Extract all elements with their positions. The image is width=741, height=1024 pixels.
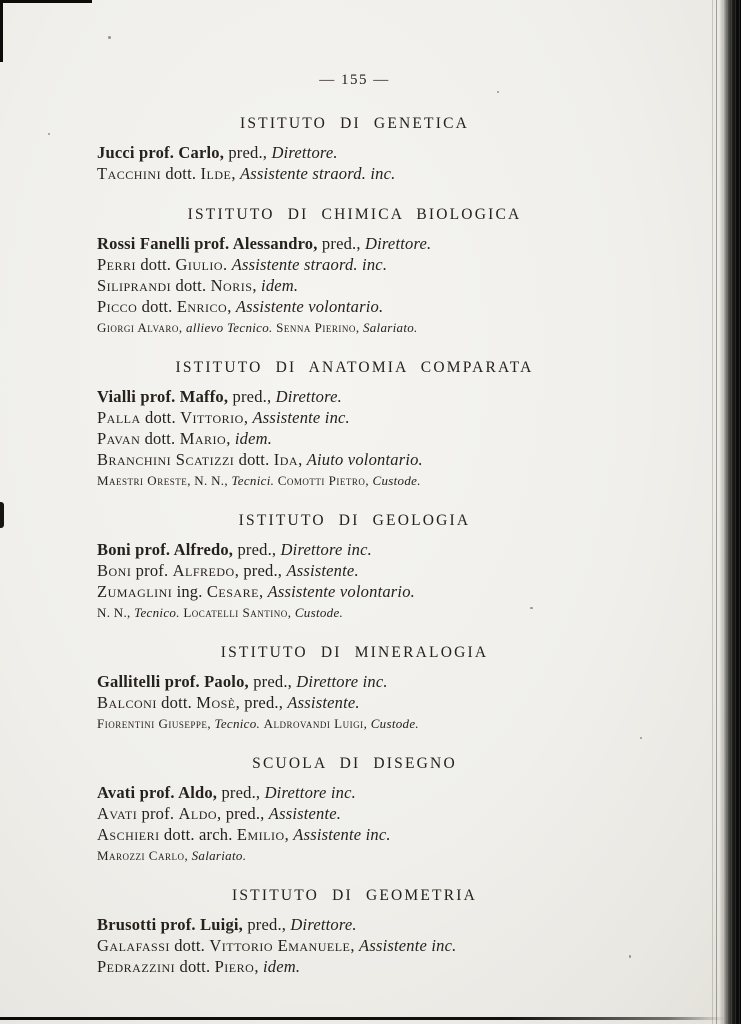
text-segment: Palla bbox=[97, 408, 141, 427]
text-segment: pred., bbox=[317, 234, 366, 253]
text-segment: Assistente. bbox=[286, 561, 359, 580]
staff-entry bbox=[97, 539, 612, 560]
text-segment: Direttore. bbox=[271, 143, 338, 162]
paper-speck bbox=[640, 737, 642, 739]
staff-entry bbox=[97, 692, 612, 713]
paper-speck bbox=[629, 955, 631, 958]
scan-edge-top bbox=[0, 0, 92, 3]
text-segment: dott. bbox=[140, 408, 181, 427]
text-segment: Pavan bbox=[97, 429, 141, 448]
text-segment: . bbox=[223, 255, 232, 274]
text-segment: , bbox=[178, 320, 186, 335]
sections bbox=[97, 115, 612, 977]
paper-speck bbox=[497, 91, 499, 93]
text-segment: pred., bbox=[248, 672, 297, 691]
text-segment: Tecnico. bbox=[134, 605, 180, 620]
staff-entry bbox=[97, 319, 612, 337]
text-segment: Avati bbox=[97, 804, 138, 823]
text-segment: Piero bbox=[214, 957, 255, 976]
text-segment: Assistente. bbox=[268, 804, 342, 823]
text-segment: Senna Pierino bbox=[276, 320, 356, 335]
text-segment: , pred., bbox=[217, 804, 269, 823]
staff-entry bbox=[97, 449, 612, 470]
text-segment: Direttore inc. bbox=[264, 783, 356, 802]
text-segment: , bbox=[231, 164, 241, 183]
text-segment: Assistente straord. inc. bbox=[240, 164, 396, 183]
text-segment: idem. bbox=[261, 276, 299, 295]
text-segment: Assistente. bbox=[287, 693, 360, 712]
text-segment: Noris bbox=[210, 276, 253, 295]
staff-entry bbox=[97, 604, 612, 622]
scan-edge-left bbox=[0, 0, 3, 62]
page-number: — 155 — bbox=[319, 72, 390, 88]
text-segment: , bbox=[287, 605, 295, 620]
text-segment: Perri bbox=[97, 255, 137, 274]
text-segment: Salariato. bbox=[362, 320, 418, 335]
text-segment: Tecnici. bbox=[231, 473, 275, 488]
staff-entry bbox=[97, 956, 612, 977]
text-segment: Custode. bbox=[294, 605, 344, 620]
text-segment: Enrico bbox=[176, 297, 228, 316]
text-segment: ing. bbox=[172, 582, 207, 601]
text-segment: Fiorentini Giuseppe bbox=[97, 716, 208, 731]
section-title: ISTITUTO DI GEOLOGIA bbox=[238, 512, 471, 529]
staff-entry bbox=[97, 386, 612, 407]
institute-section bbox=[97, 206, 612, 337]
staff-entry bbox=[97, 163, 612, 184]
text-segment: pred., bbox=[217, 783, 265, 802]
text-segment: Aschieri bbox=[97, 825, 160, 844]
section-title: ISTITUTO DI GENETICA bbox=[239, 115, 470, 132]
text-segment: Mario bbox=[179, 429, 227, 448]
text-segment: Vialli prof. Maffo, bbox=[97, 387, 229, 406]
staff-entry bbox=[97, 715, 612, 733]
text-segment: Vittorio Emanuele bbox=[209, 936, 351, 955]
text-segment: Galafassi bbox=[97, 936, 170, 955]
text-segment: Balconi bbox=[97, 693, 157, 712]
text-segment: Maestri Oreste bbox=[97, 473, 188, 488]
text-segment: Direttore inc. bbox=[280, 540, 372, 559]
paper-speck bbox=[530, 607, 533, 609]
staff-entry bbox=[97, 428, 612, 449]
staff-entry bbox=[97, 914, 612, 935]
staff-entry bbox=[97, 581, 612, 602]
text-segment: pred., bbox=[224, 143, 272, 162]
text-segment: Vittorio bbox=[180, 408, 244, 427]
staff-entry bbox=[97, 803, 612, 824]
section-title: SCUOLA DI DISEGNO bbox=[252, 755, 457, 772]
institute-section bbox=[97, 644, 612, 733]
text-segment: , bbox=[284, 825, 294, 844]
text-segment: , bbox=[363, 716, 371, 731]
gutter-shadow-line bbox=[712, 0, 713, 1024]
text-segment: Zumaglini bbox=[97, 582, 173, 601]
text-segment: Branchini Scatizzi bbox=[97, 450, 235, 469]
text-segment: Ida bbox=[273, 450, 299, 469]
text-segment: Comotti Pietro bbox=[277, 473, 366, 488]
text-segment: Tecnico. bbox=[214, 716, 261, 731]
text-segment: Locatelli Santino bbox=[183, 605, 288, 620]
text-segment: pred., bbox=[233, 540, 281, 559]
section-title: ISTITUTO DI GEOMETRIA bbox=[231, 887, 478, 904]
text-segment: prof. bbox=[137, 804, 179, 823]
text-segment: Direttore. bbox=[365, 234, 432, 253]
text-segment: Aldo bbox=[178, 804, 218, 823]
text-segment: Alfredo bbox=[172, 561, 235, 580]
book-binding-edge bbox=[719, 0, 741, 1024]
text-segment: Direttore. bbox=[275, 387, 342, 406]
text-segment: , bbox=[252, 276, 262, 295]
text-segment: , pred., bbox=[234, 561, 287, 580]
text-segment: Assistente inc. bbox=[359, 936, 457, 955]
staff-entry bbox=[97, 275, 612, 296]
text-segment: Marozzi Carlo bbox=[97, 848, 185, 863]
text-segment: Avati prof. Aldo, bbox=[97, 783, 218, 802]
institute-section bbox=[97, 359, 612, 490]
institute-section bbox=[97, 887, 612, 977]
text-segment: Brusotti prof. Luigi, bbox=[97, 915, 243, 934]
text-segment: Siliprandi bbox=[97, 276, 172, 295]
text-segment: Boni prof. Alfredo, bbox=[97, 540, 234, 559]
scan-edge-bottom bbox=[0, 1017, 726, 1020]
text-segment: Ilde bbox=[200, 164, 232, 183]
text-segment: , bbox=[227, 297, 236, 316]
staff-entry bbox=[97, 935, 612, 956]
text-segment: Giulio bbox=[175, 255, 224, 274]
text-segment: Direttore inc. bbox=[296, 672, 388, 691]
institute-section bbox=[97, 115, 612, 184]
text-segment: Assistente inc. bbox=[252, 408, 350, 427]
text-segment: , N. N., bbox=[187, 473, 232, 488]
text-segment: Custode. bbox=[370, 716, 419, 731]
text-segment: idem. bbox=[262, 957, 301, 976]
staff-entry bbox=[97, 142, 612, 163]
text-segment: dott. bbox=[161, 164, 201, 183]
staff-entry bbox=[97, 407, 612, 428]
text-segment: dott. bbox=[169, 936, 210, 955]
paper-speck bbox=[48, 133, 50, 135]
institute-section bbox=[97, 755, 612, 865]
staff-entry bbox=[97, 824, 612, 845]
text-segment: , pred., bbox=[235, 693, 288, 712]
staff-entry bbox=[97, 671, 612, 692]
text-segment: Assistente volontario. bbox=[267, 582, 415, 601]
text-segment: Pedrazzini bbox=[97, 957, 176, 976]
text-segment: , bbox=[298, 450, 307, 469]
text-segment: allievo Tecnico. bbox=[185, 320, 273, 335]
text-segment: , bbox=[184, 848, 192, 863]
text-segment: , bbox=[258, 582, 268, 601]
text-segment: pred., bbox=[243, 915, 291, 934]
text-segment: , bbox=[243, 408, 253, 427]
staff-entry bbox=[97, 233, 612, 254]
page-content bbox=[97, 0, 612, 977]
text-segment: Custode. bbox=[372, 473, 421, 488]
text-segment: Aiuto volontario. bbox=[306, 450, 423, 469]
text-segment: Aldrovandi Luigi bbox=[263, 716, 364, 731]
staff-entry bbox=[97, 847, 612, 865]
text-segment: dott. bbox=[171, 276, 211, 295]
paper-speck bbox=[108, 36, 111, 39]
text-segment: , bbox=[365, 473, 373, 488]
text-segment: , bbox=[207, 716, 215, 731]
text-segment: Boni bbox=[97, 561, 132, 580]
text-segment: , bbox=[226, 429, 235, 448]
text-segment: dott. bbox=[234, 450, 274, 469]
text-segment: Gallitelli prof. Paolo, bbox=[97, 672, 249, 691]
staff-entry bbox=[97, 782, 612, 803]
text-segment: idem. bbox=[234, 429, 273, 448]
text-segment: , bbox=[254, 957, 263, 976]
scan-edge-mark bbox=[0, 502, 4, 528]
text-segment: Jucci prof. Carlo, bbox=[97, 143, 225, 162]
text-segment: dott. bbox=[156, 693, 197, 712]
text-segment: prof. bbox=[131, 561, 173, 580]
text-segment: Mosè bbox=[196, 693, 236, 712]
section-title: ISTITUTO DI CHIMICA BIOLOGICA bbox=[187, 206, 522, 223]
staff-entry bbox=[97, 296, 612, 317]
institute-section bbox=[97, 512, 612, 622]
text-segment: N. N., bbox=[97, 605, 135, 620]
text-segment: Assistente inc. bbox=[293, 825, 391, 844]
text-segment: dott. arch. bbox=[159, 825, 237, 844]
text-segment: Assistente volontario. bbox=[235, 297, 384, 316]
section-title: ISTITUTO DI MINERALOGIA bbox=[220, 644, 489, 661]
text-segment: Giorgi Alvaro bbox=[97, 320, 179, 335]
staff-entry bbox=[97, 472, 612, 490]
text-segment: Picco bbox=[97, 297, 138, 316]
text-segment: Rossi Fanelli prof. Alessandro, bbox=[97, 234, 318, 253]
text-segment: pred., bbox=[228, 387, 276, 406]
text-segment: Assistente straord. inc. bbox=[231, 255, 388, 274]
text-segment: dott. bbox=[175, 957, 215, 976]
text-segment: , bbox=[355, 320, 363, 335]
staff-entry bbox=[97, 254, 612, 275]
gutter-shadow-line bbox=[716, 0, 717, 1024]
section-title: ISTITUTO DI ANATOMIA COMPARATA bbox=[175, 359, 534, 376]
staff-entry bbox=[97, 560, 612, 581]
text-segment: Cesare bbox=[206, 582, 259, 601]
text-segment: dott. bbox=[136, 255, 176, 274]
text-segment: dott. bbox=[140, 429, 180, 448]
text-segment: , bbox=[350, 936, 360, 955]
text-segment: Direttore. bbox=[290, 915, 357, 934]
text-segment: dott. bbox=[137, 297, 177, 316]
text-segment: Salariato. bbox=[191, 848, 247, 863]
text-segment: Tacchini bbox=[97, 164, 162, 183]
text-segment: Emilio bbox=[236, 825, 285, 844]
